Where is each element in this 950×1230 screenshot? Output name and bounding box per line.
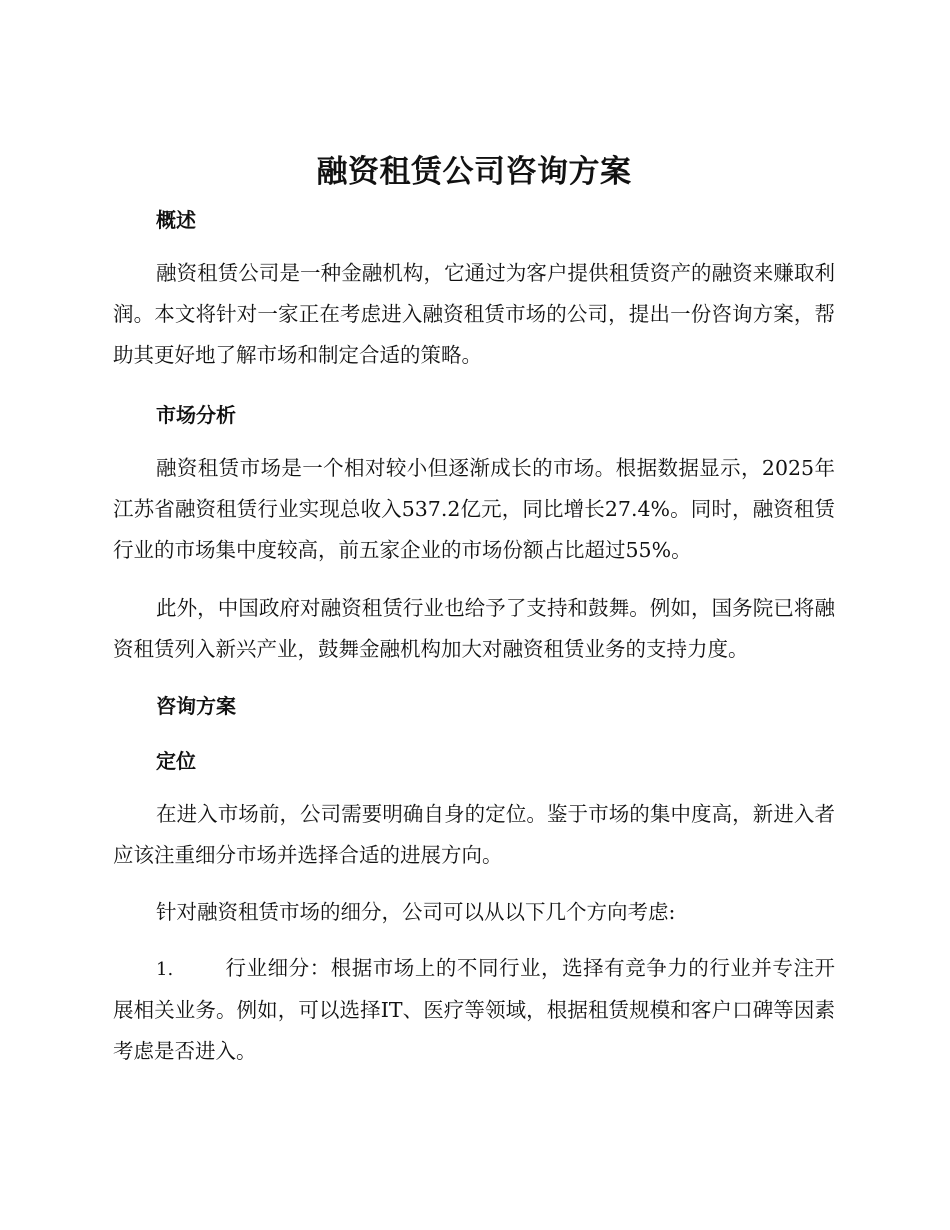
list-item-number: 1. xyxy=(156,959,174,980)
section-heading-overview: 概述 xyxy=(156,208,196,232)
paragraph-positioning-1: 在进入市场前，公司需要明确自身的定位。鉴于市场的集中度高，新进入者应该注重细分市场并选择合适的进展方向。 xyxy=(113,802,835,867)
list-item-text: 行业细分：根据市场上的不同行业，选择有竞争力的行业并专注开展相关业务。例如，可以选择IT、医疗等领域，根据租赁规模和客户口碑等因素考虑是否进入。 xyxy=(113,956,835,1063)
paragraph-market-2: 此外，中国政府对融资租赁行业也给予了支持和鼓舞。例如，国务院已将融资租赁列入新兴产业，鼓舞金融机构加大对融资租赁业务的支持力度。 xyxy=(113,596,835,661)
subsection-heading-positioning: 定位 xyxy=(156,749,196,773)
paragraph-market-1: 融资租赁市场是一个相对较小但逐渐成长的市场。根据数据显示，2025年江苏省融资租赁行业实现总收入537.2亿元，同比增长27.4%。同时，融资租赁行业的市场集中度较高，前五家企业的市场份额占比超过55%。 xyxy=(113,456,835,562)
paragraph-overview: 融资租赁公司是一种金融机构，它通过为客户提供租赁资产的融资来赚取利润。本文将针对一家正在考虑进入融资租赁市场的公司，提出一份咨询方案，帮助其更好地了解市场和制定合适的策略。 xyxy=(113,261,835,367)
list-item xyxy=(113,948,835,1072)
paragraph-positioning-2: 针对融资租赁市场的细分，公司可以从以下几个方向考虑: xyxy=(156,900,676,924)
section-heading-consulting-plan: 咨询方案 xyxy=(156,694,236,718)
document-title: 融资租赁公司咨询方案 xyxy=(316,154,632,190)
section-heading-market-analysis: 市场分析 xyxy=(156,403,236,427)
